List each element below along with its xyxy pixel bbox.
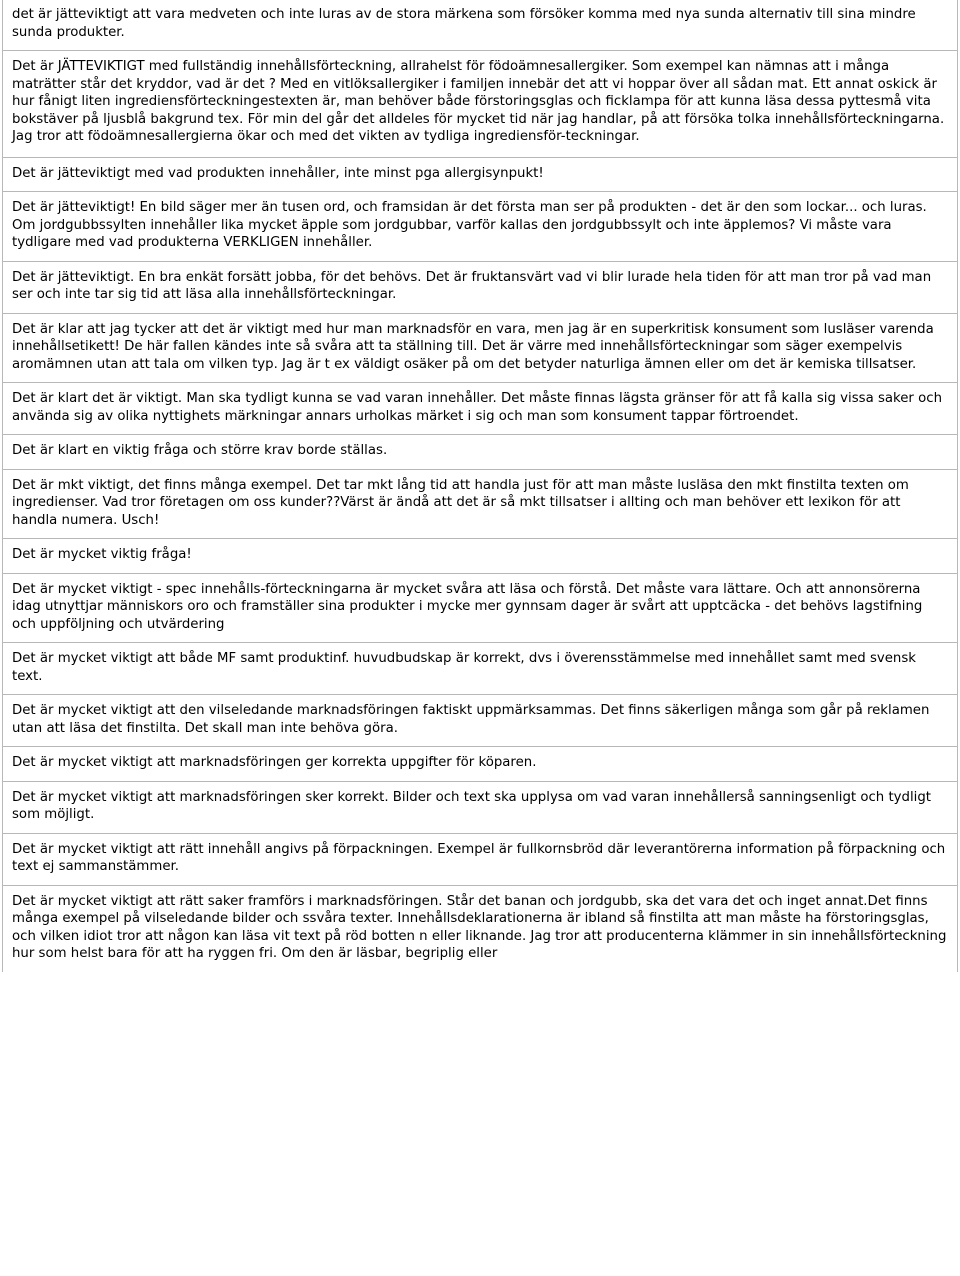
response-item: Det är mycket viktig fråga! xyxy=(3,539,957,574)
response-item: Det är mycket viktigt att den vilseledande marknadsföringen faktiskt uppmärksammas. Det finns säkerligen många som går på reklamen utan att läsa det finstilta. Det skall man inte behöva göra. xyxy=(3,695,957,747)
response-item: Det är jätteviktigt! En bild säger mer än tusen ord, och framsidan är det första man ser på produkten - det är den som lockar... och luras. Om jordgubbssylten innehåller lika mycket äpple som jordgubbar, varför kallas den jordgubbssylt och inte äpplemos? Vi måste vara tydligare med vad produkterna VERKLIGEN innehåller. xyxy=(3,192,957,262)
response-item: Det är klart det är viktigt. Man ska tydligt kunna se vad varan innehåller. Det måste finnas lägsta gränser för att få kalla sig vissa saker och använda sig av olika nyttighets märkningar annars urholkas märket i sig och man som konsument tappar förtroendet. xyxy=(3,383,957,435)
response-item: Det är klart en viktig fråga och större krav borde ställas. xyxy=(3,435,957,470)
response-item: Det är mycket viktigt att marknadsföringen sker korrekt. Bilder och text ska upplysa om vad varan innehållerså sanningsenligt och tydligt som möjligt. xyxy=(3,782,957,834)
response-item: Det är jätteviktigt. En bra enkät forsätt jobba, för det behövs. Det är fruktansvärt vad vi blir lurade hela tiden för att man tror på vad man ser och inte tar sig tid att läsa alla innehållsförteckningar. xyxy=(3,262,957,314)
responses-list xyxy=(2,0,958,972)
response-item: Det är mycket viktigt att rätt saker framförs i marknadsföringen. Står det banan och jordgubb, ska det vara det och inget annat.Det finns många exempel på vilseledande bilder och ssvåra texter. Innehållsdeklarationerna är ibland så finstilta att man måste ha förstoringsglas, och vilken idiot tror att någon kan läsa vit text på röd botten n eller liknande. Jag tror att producenterna klämmer in sin innehållsförteckning hur som helst bara för att ha ryggen fri. Om den är läsbar, begriplig eller xyxy=(12,893,947,961)
response-item: Det är mycket viktigt att marknadsföringen ger korrekta uppgifter för köparen. xyxy=(3,747,957,782)
response-item: Det är mkt viktigt, det finns många exempel. Det tar mkt lång tid att handla just för att man måste lusläsa den mkt finstilta texten om ingredienser. Vad tror företagen om oss kunder??Värst är ändå att det är så mkt tillsatser i allting och man behöver ett lexikon för att handla numera. Usch! xyxy=(3,470,957,540)
response-item: Det är jätteviktigt med vad produkten innehåller, inte minst pga allergisynpukt! xyxy=(3,158,957,193)
response-item: Det är klar att jag tycker att det är viktigt med hur man marknadsför en vara, men jag är en superkritisk konsument som lusläser varenda innehållsetikett! De här fallen kändes inte så svåra att ta ställning till. Det är värre med innehållsförteckningar som säger exempelvis aromämnen utan att tala om vilken typ. Jag är t ex väldigt osäker på om det betyder naturliga ämnen eller om det är kemiska tillsatser. xyxy=(3,314,957,384)
response-item: det är jätteviktigt att vara medveten och inte luras av de stora märkena som försöker komma med nya sunda alternativ till sina mindre sunda produkter. xyxy=(3,0,957,51)
response-item: Det är mycket viktigt att både MF samt produktinf. huvudbudskap är korrekt, dvs i överensstämmelse med innehållet samt med svensk text. xyxy=(3,643,957,695)
response-item: Det är mycket viktigt - spec innehålls-förteckningarna är mycket svåra att läsa och förstå. Det måste vara lättare. Och att annonsörerna idag utnyttjar människors oro och framställer sina produkter i mycke mer gynnsam dager är svårt att upptcäcka - det behövs lagstifning och uppföljning och utvärdering xyxy=(3,574,957,644)
response-item: Det är mycket viktigt att rätt innehåll angivs på förpackningen. Exempel är fullkornsbröd där leverantörerna information på förpackning och text ej sammanstämmer. xyxy=(3,834,957,886)
response-item: Det är JÄTTEVIKTIGT med fullständig innehållsförteckning, allrahelst för födoämnesallergiker. Som exempel kan nämnas att i många maträtter står det kryddor, vad är det ? Med en vitlöksallergiker i familjen innebär det att vi hoppar över all sådan mat. Ett annat oskick är hur fånigt liten ingrediensförteckningestexten är, man behöver både förstoringsglas och ficklampa för att kunna läsa dessa pyttesmå vita bokstäver på ljusblå bakgrund tex. För min del går det alldeles för mycket tid när jag handlar, på att försöka tolka innehållsförteckningarna. Jag tror att födoämnesallergierna ökar och med det vikten av tydliga ingrediensför-teckningar. xyxy=(3,51,957,158)
